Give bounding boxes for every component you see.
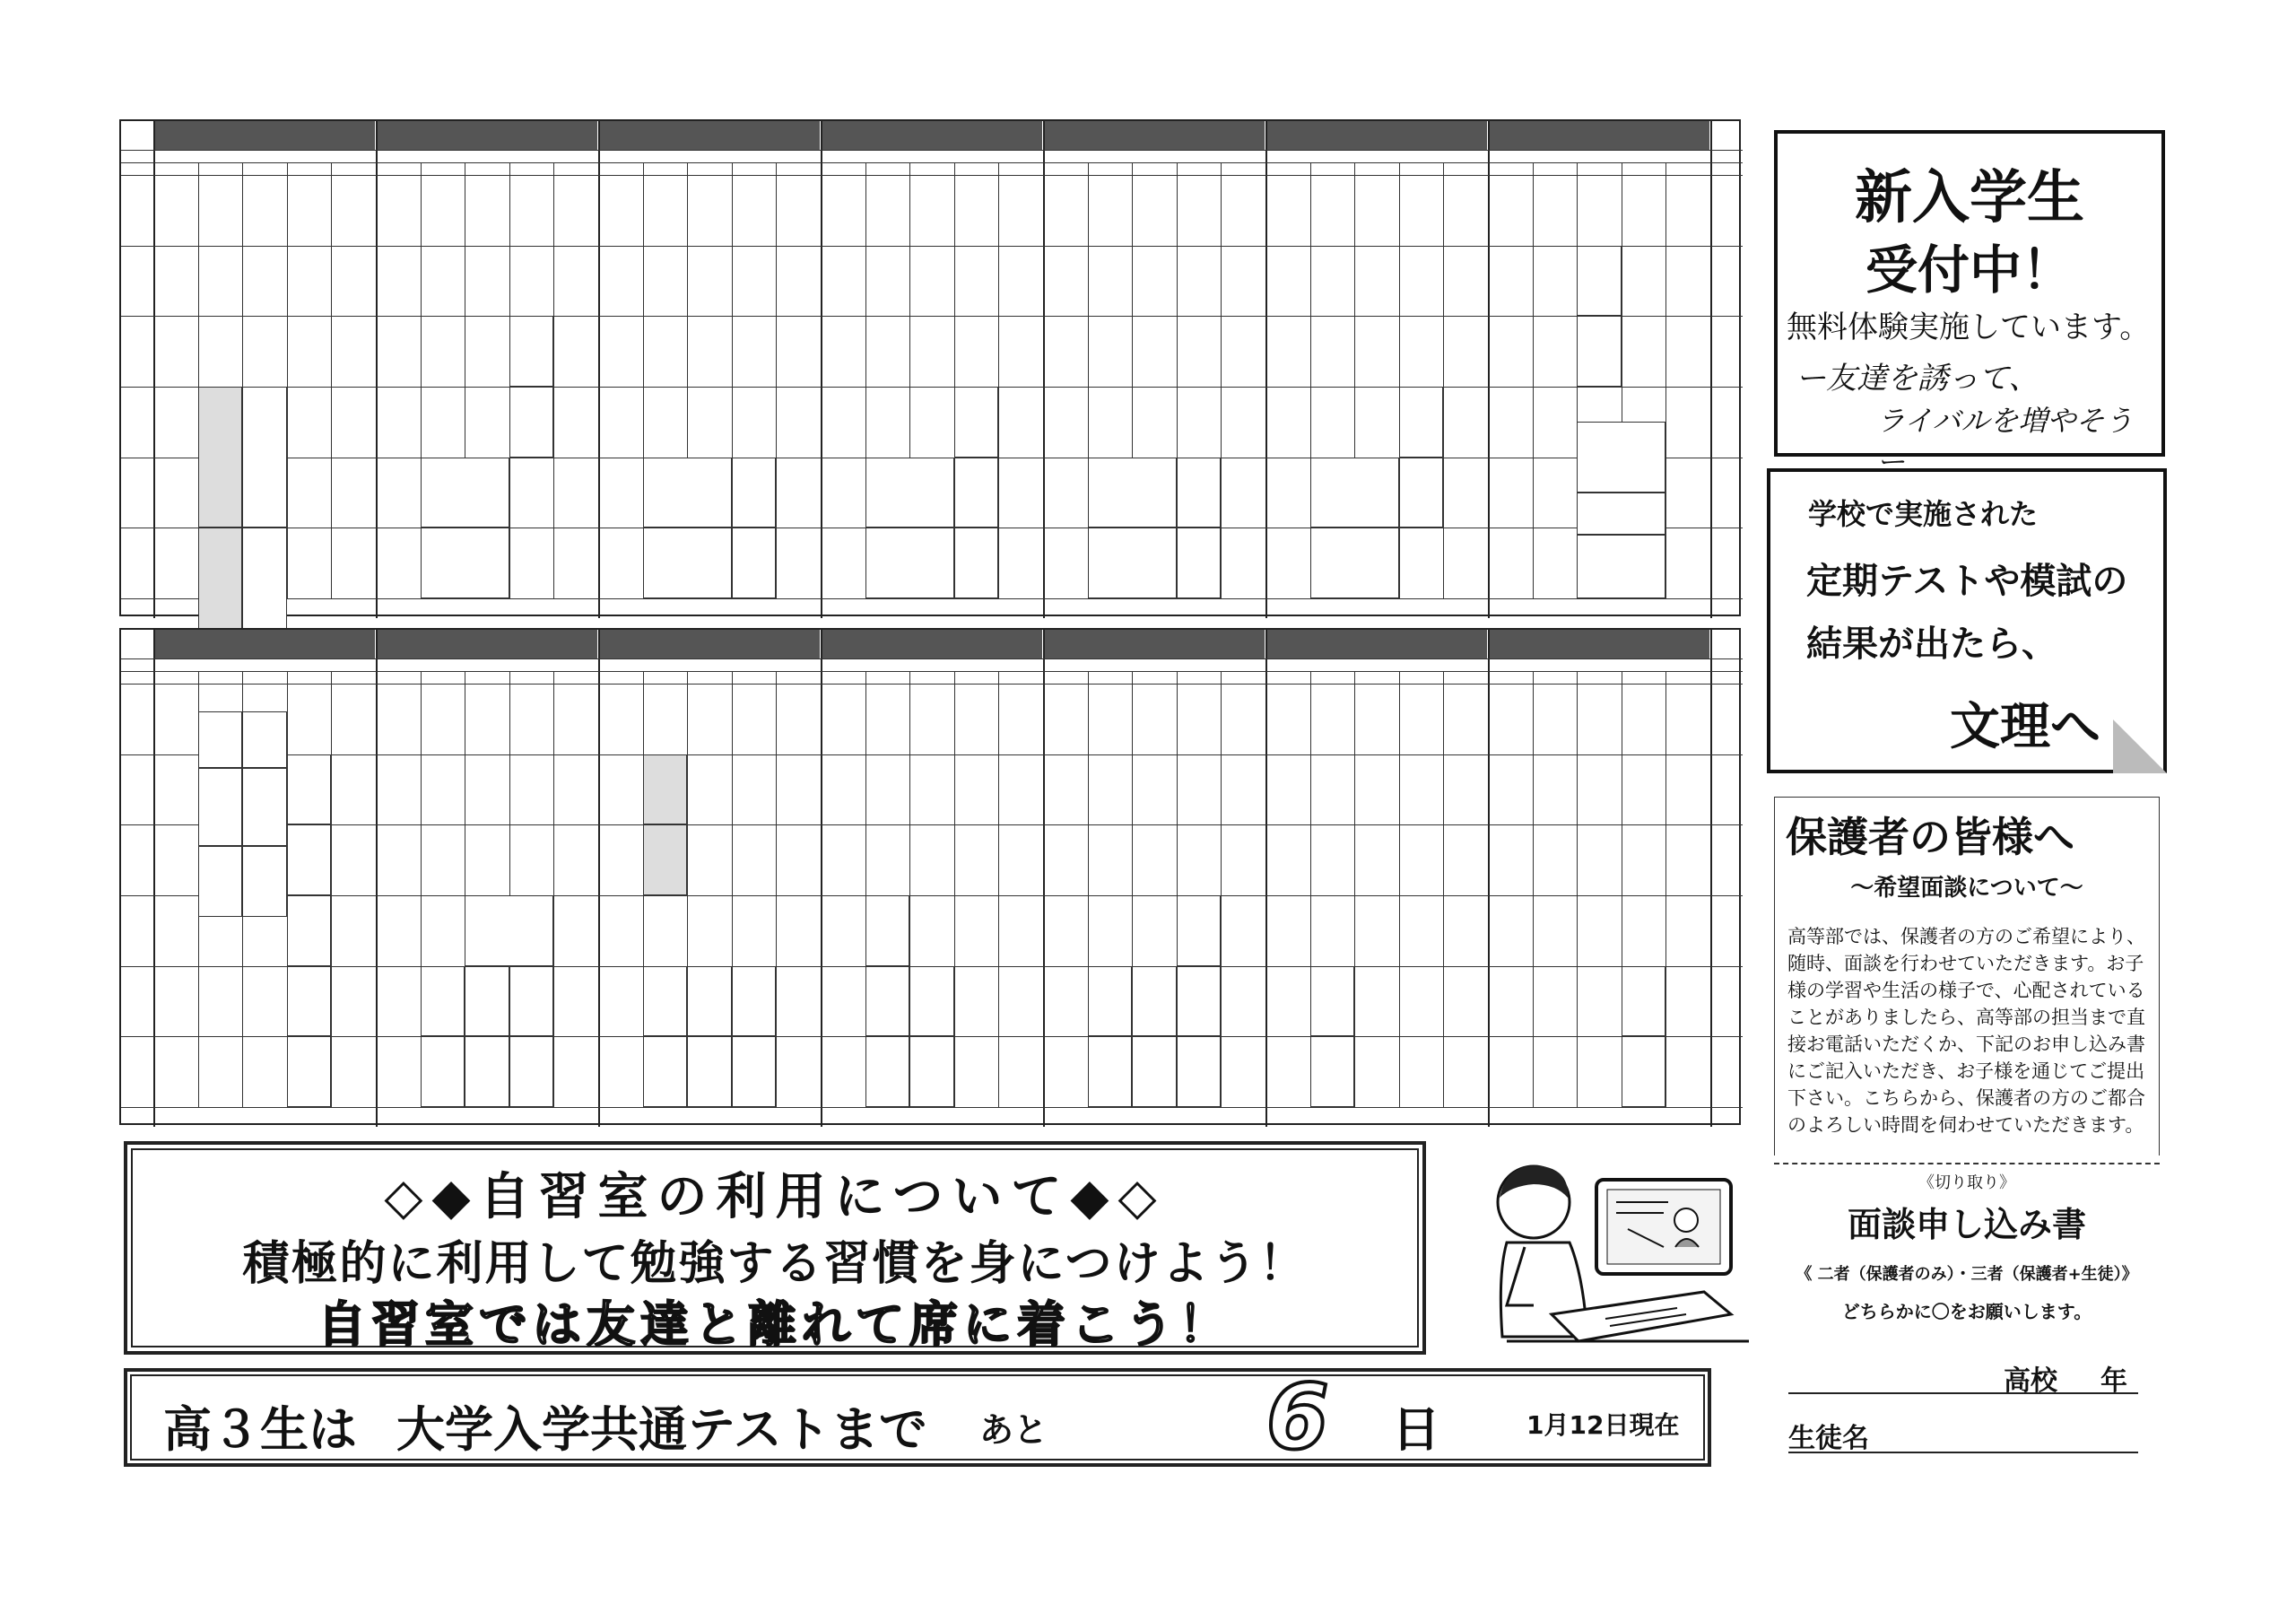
form-option: 《 二者（保護者のみ）・三者（保護者+生徒）》 xyxy=(1796,1265,2138,1284)
room-divider xyxy=(553,671,554,1107)
lesson-cell xyxy=(1310,528,1399,598)
countdown-unit: 日 xyxy=(1392,1401,1440,1458)
lesson-cell xyxy=(287,895,332,966)
room-divider xyxy=(1443,162,1444,598)
countdown-date: 1月12日現在 xyxy=(1526,1410,1680,1440)
lesson-cell xyxy=(909,1036,954,1107)
parents-section xyxy=(1774,797,2160,1155)
day-divider xyxy=(1488,121,1490,618)
row-line xyxy=(121,150,1743,151)
lesson-cell xyxy=(1399,387,1444,458)
student-illustration xyxy=(1471,1157,1758,1373)
lesson-cell xyxy=(643,528,732,598)
lesson-cell xyxy=(1177,966,1222,1037)
recruit-line2: ー友達を誘って、 xyxy=(1796,361,2039,397)
application-form xyxy=(1774,1163,2160,1468)
lesson-cell xyxy=(287,824,332,895)
lesson-cell xyxy=(1088,528,1177,598)
room-divider xyxy=(1221,671,1222,1107)
lesson-cell xyxy=(198,387,243,528)
day-header xyxy=(821,121,1043,150)
lesson-cell xyxy=(732,528,777,598)
day-divider xyxy=(1265,630,1267,1127)
day-header xyxy=(1265,630,1488,658)
results-line2: 定期テストや模試の xyxy=(1806,561,2128,602)
day-divider xyxy=(153,121,155,618)
lesson-cell xyxy=(865,895,910,966)
room-divider xyxy=(776,162,777,598)
lesson-cell xyxy=(732,458,777,528)
cut-label: 《切り取り》 xyxy=(1918,1173,2015,1192)
lesson-cell xyxy=(865,458,954,528)
lesson-cell xyxy=(732,1036,777,1107)
countdown-target: 大学入学共通テストまで xyxy=(396,1400,927,1458)
room-divider xyxy=(1399,162,1400,598)
lesson-cell xyxy=(1310,1036,1355,1107)
lesson-cell xyxy=(1577,422,1665,493)
lesson-cell xyxy=(687,1036,732,1107)
recruit-line3: ライバルを増やそうー xyxy=(1876,404,2134,479)
lesson-cell xyxy=(287,966,332,1037)
school-label: 高校 xyxy=(2004,1365,2057,1397)
page-curl xyxy=(2113,719,2167,773)
day-header xyxy=(598,630,821,658)
day-divider xyxy=(598,121,600,618)
day-divider xyxy=(376,121,378,618)
day-header xyxy=(1043,630,1265,658)
lesson-cell xyxy=(865,528,954,598)
countdown-days: 6 xyxy=(1266,1365,1329,1469)
form-title: 面談申し込み書 xyxy=(1847,1204,2086,1244)
period-line xyxy=(121,598,1743,599)
lesson-cell xyxy=(1088,458,1177,528)
form-note: どちらかに〇をお願いします。 xyxy=(1841,1301,2092,1322)
recruit-title1: 新入学生 xyxy=(1855,165,2084,231)
room-divider xyxy=(998,671,999,1107)
right-edge xyxy=(1710,630,1712,1127)
lesson-cell xyxy=(465,966,509,1037)
lesson-cell xyxy=(421,458,509,528)
parents-body: 高等部では、保護者の方のご希望により、随時、面談を行わせていただきます。お子様の学習や生活の様子で、心配されていることがありましたら、高等部の担当まで直接お電話いただくか、下記のお申し込み書にご記入いただき、お子様を通じてご提出下さい。こちらから、保護者の方のご都合のよろしい時間を伺わせていただきます。 xyxy=(1787,926,2145,1136)
day-header xyxy=(1488,121,1710,150)
room-divider xyxy=(998,162,999,598)
lesson-cell xyxy=(643,458,732,528)
day-divider xyxy=(821,121,822,618)
period-line xyxy=(121,754,1743,755)
lesson-cell xyxy=(954,458,999,528)
row-line xyxy=(121,671,1743,672)
countdown-banner xyxy=(124,1365,1711,1469)
results-line3: 結果が出たら、 xyxy=(1806,624,2057,665)
row-line xyxy=(121,162,1743,163)
lesson-cell xyxy=(909,966,954,1037)
room-divider xyxy=(1665,162,1666,598)
banner-line2: 自習室では友達と離れて席に着こう！ xyxy=(317,1296,1232,1353)
lesson-cell xyxy=(1577,246,1622,317)
row-line xyxy=(121,658,1743,659)
lesson-cell xyxy=(865,1036,910,1107)
lesson-cell xyxy=(509,966,554,1037)
recruit-title2: 受付中！ xyxy=(1865,240,2074,301)
lesson-cell xyxy=(1665,577,1710,598)
schedule-week1 xyxy=(119,119,1741,616)
banner-title: ◇◆自習室の利用について◆◇ xyxy=(384,1167,1166,1226)
parents-title: 保護者の皆様へ xyxy=(1786,813,2074,861)
schedule-week2 xyxy=(119,628,1741,1125)
lesson-cell xyxy=(643,824,688,895)
room-divider xyxy=(1533,671,1534,1107)
day-divider xyxy=(1043,630,1045,1127)
recruit-box xyxy=(1774,130,2165,479)
lesson-cell xyxy=(1177,1036,1222,1107)
day-header xyxy=(153,121,376,150)
lesson-cell xyxy=(643,1036,688,1107)
results-line1: 学校で実施された xyxy=(1808,497,2039,531)
study-room-banner xyxy=(124,1141,1426,1355)
lesson-cell xyxy=(643,754,688,825)
day-header xyxy=(153,630,376,658)
lesson-cell xyxy=(198,768,243,846)
day-header xyxy=(1043,121,1265,150)
results-line4: 文理へ xyxy=(1950,698,2100,756)
school-field[interactable] xyxy=(1788,1353,2138,1397)
room-divider xyxy=(1354,671,1355,1107)
room-divider xyxy=(1221,162,1222,598)
day-divider xyxy=(1488,630,1490,1127)
lesson-cell xyxy=(1622,1036,1666,1107)
lesson-cell xyxy=(1665,422,1710,443)
parents-subtitle: ～希望面談について～ xyxy=(1850,875,2083,902)
lesson-cell xyxy=(954,528,999,598)
lesson-cell xyxy=(954,387,999,458)
lesson-cell xyxy=(242,387,287,528)
lesson-cell xyxy=(687,966,732,1037)
banner-line1: 積極的に利用して勉強する習慣を身につけよう！ xyxy=(242,1237,1308,1291)
student-label: 生徒名 xyxy=(1788,1423,1869,1454)
room-divider xyxy=(1577,671,1578,1107)
lesson-cell xyxy=(287,1036,332,1107)
lesson-cell xyxy=(421,966,465,1037)
lesson-cell xyxy=(1577,493,1665,535)
lesson-cell xyxy=(865,966,910,1037)
lesson-cell xyxy=(1088,966,1133,1037)
room-divider xyxy=(553,162,554,598)
period-line xyxy=(121,824,1743,825)
lesson-cell xyxy=(465,1036,509,1107)
lesson-cell xyxy=(1177,528,1222,598)
right-edge xyxy=(1710,121,1712,618)
lesson-cell xyxy=(242,846,287,917)
day-header xyxy=(1488,630,1710,658)
student-name-field[interactable] xyxy=(1788,1407,2138,1453)
lesson-cell xyxy=(1310,458,1399,528)
room-divider xyxy=(331,162,332,598)
room-divider xyxy=(1665,671,1666,1107)
countdown-ato: あと xyxy=(979,1410,1048,1450)
room-divider xyxy=(776,671,777,1107)
lesson-cell xyxy=(732,966,777,1037)
day-header xyxy=(598,121,821,150)
lesson-cell xyxy=(465,895,553,966)
grade-label: 年 xyxy=(2100,1365,2127,1397)
lesson-cell xyxy=(287,754,332,825)
period-line xyxy=(121,895,1743,896)
day-divider xyxy=(1265,121,1267,618)
lesson-cell xyxy=(509,316,554,387)
lesson-cell xyxy=(1132,1036,1177,1107)
lesson-cell xyxy=(1177,458,1222,528)
recruit-line1: 無料体験実施しています。 xyxy=(1787,310,2151,345)
lesson-cell xyxy=(509,1036,554,1107)
day-divider xyxy=(153,630,155,1127)
day-header xyxy=(376,630,598,658)
lesson-cell xyxy=(1132,966,1177,1037)
room-divider xyxy=(287,162,288,598)
day-header xyxy=(821,630,1043,658)
day-header xyxy=(1265,121,1488,150)
day-divider xyxy=(1043,121,1045,618)
row-line xyxy=(121,684,1743,685)
room-divider xyxy=(1533,162,1534,598)
lesson-cell xyxy=(198,711,243,768)
lesson-cell xyxy=(421,528,509,598)
period-line xyxy=(121,387,1743,388)
room-divider xyxy=(954,671,955,1107)
countdown-prefix: 高３生は xyxy=(163,1400,357,1458)
lesson-cell xyxy=(1622,966,1666,1037)
lesson-cell xyxy=(421,1036,465,1107)
lesson-cell xyxy=(1577,535,1665,598)
lesson-cell xyxy=(1177,895,1222,966)
day-divider xyxy=(598,630,600,1127)
lesson-cell xyxy=(1399,458,1444,528)
lesson-cell xyxy=(1310,966,1355,1037)
lesson-cell xyxy=(643,966,688,1037)
period-line xyxy=(121,316,1743,317)
lesson-cell xyxy=(242,768,287,846)
room-divider xyxy=(1399,671,1400,1107)
period-line xyxy=(121,246,1743,247)
room-divider xyxy=(1443,671,1444,1107)
period-line xyxy=(121,1107,1743,1108)
day-divider xyxy=(376,630,378,1127)
row-line xyxy=(121,175,1743,176)
lesson-cell xyxy=(198,846,243,917)
lesson-cell xyxy=(1577,316,1622,387)
day-divider xyxy=(821,630,822,1127)
lesson-cell xyxy=(509,387,554,458)
results-box xyxy=(1767,468,2167,773)
lesson-cell xyxy=(1088,1036,1133,1107)
lesson-cell xyxy=(242,711,287,768)
day-header xyxy=(376,121,598,150)
room-divider xyxy=(331,671,332,1107)
